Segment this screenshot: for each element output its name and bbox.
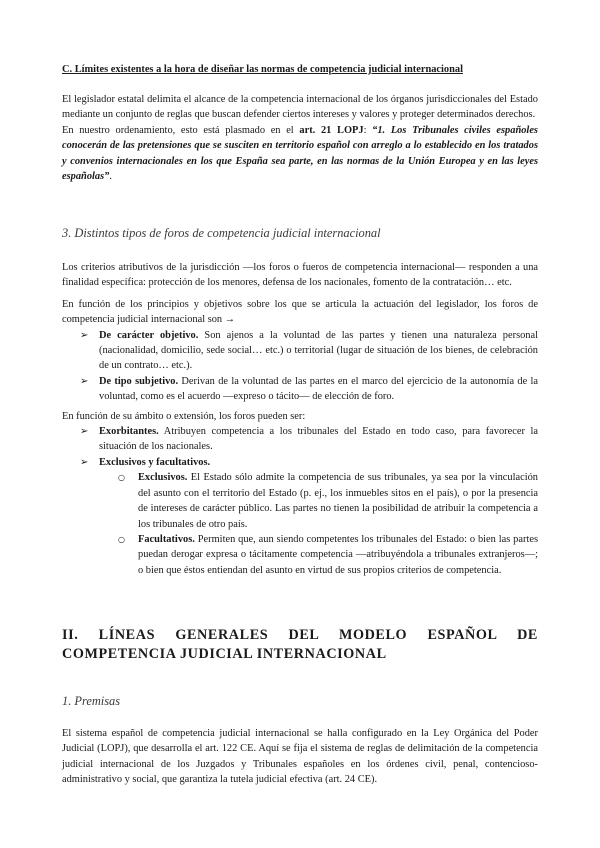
list-item (62, 328, 538, 374)
text-run: : (363, 124, 373, 136)
list-item (62, 455, 538, 470)
section-3-paragraph-3: En función de su ámbito o extensión, los foros pueden ser: (62, 410, 306, 422)
arrow-bullet-icon: ➢ (80, 375, 89, 387)
sub-list-item (62, 470, 538, 532)
circle-bullet-icon: ○ (118, 473, 125, 483)
list-item (62, 424, 538, 455)
section-ii-paragraph-1: El sistema español de competencia judicial internacional se halla configurado en la Ley Orgánica del Poder Judicial (LOPJ), que desarrolla el art. 122 CE. Aquí se fija el sistema de reglas de delimitación de la competencia judicial internacional de los Juzgados y Tribunales españoles en los órdenes civil, penal, contencioso-administrativo y social, que garantiza la tutela judicial efectiva (art. 24 CE). (62, 728, 538, 786)
section-ii-subheading-block (62, 694, 538, 709)
item-label: Exorbitantes. (99, 426, 159, 438)
section-ii-heading-block (62, 626, 538, 664)
list-item (62, 374, 538, 405)
item-text: Permiten que, aun siendo competentes los tribunales del Estado: o bien las partes puedan derogar expresa o tácitamente competencia —atribuyéndola a tribunales extranjeros—; o bien que éstos entiendan del asunto en virtud de sus propios criterios de competencia. (138, 533, 538, 576)
item-text: Derivan de la voluntad de las partes en el marco del ejercicio de la autonomía de la voluntad, como es el acuerdo —expreso o tácito— de elección de foro. (99, 375, 539, 403)
section-ii-subheading: 1. Premisas (62, 694, 121, 708)
section-3-paragraph-2: En función de los principios y objetivos sobre los que se articula la actuación del legislador, los foros de competencia judicial internacional son → (62, 298, 538, 326)
item-text: El Estado sólo admite la competencia de sus tribunales, ya sea por la vinculación del asunto con el territorio del Estado (p. ej., los inmuebles sitos en el país), o por la presencia de intereses de carácter público. Las partes no tienen la posibilidad de atribuir la competencia a los tribunales de otro país. (138, 472, 538, 530)
item-label: Exclusivos y facultativos. (99, 456, 211, 468)
item-label: Exclusivos. (138, 472, 188, 484)
arrow-bullet-icon: ➢ (80, 329, 89, 341)
section-c-heading-block (62, 62, 538, 77)
section-c-heading: C. Límites existentes a la hora de diseñar las normas de competencia judicial internacional (62, 64, 463, 75)
section-c-paragraph-2 (62, 123, 538, 185)
sub-list-item (62, 532, 538, 578)
section-ii-body (62, 726, 538, 788)
section-3-paragraph-1: Los criterios atributivos de la jurisdicción —los foros o fueros de competencia internacional— responden a una finalidad específica: protección de los menores, defensa de los nacionales, fomento de la contratación… etc. (62, 262, 538, 289)
article-reference: art. 21 LOPJ (299, 124, 364, 136)
arrow-bullet-icon: ➢ (80, 426, 89, 438)
section-ii-heading: II. LÍNEAS GENERALES DEL MODELO ESPAÑOL DE COMPETENCIA JUDICIAL INTERNACIONAL (62, 627, 538, 662)
section-3-body (62, 260, 538, 578)
item-text: Atribuyen competencia a los tribunales del Estado en todo caso, para favorecer la situación de los nacionales. (99, 426, 538, 453)
text-run: En nuestro ordenamiento, esto está plasmado en el (62, 124, 300, 136)
item-text: Son ajenos a la voluntad de las partes y tienen una naturaleza personal (nacionalidad, domicilio, sede social… etc.) o territorial (lugar de situación de los bienes, de celebración de un contrato… etc.). (99, 329, 538, 372)
arrow-bullet-icon: ➢ (80, 456, 89, 468)
section-c-body (62, 92, 538, 184)
law-quote: “1. Los Tribunales civiles españoles conocerán de las pretensiones que se susciten en territorio español con arreglo a lo establecido en los tratados y convenios internacionales en los que España sea parte, en las normas de la Unión Europea y en las leyes españolas” (62, 124, 538, 183)
item-label: De tipo subjetivo. (99, 375, 179, 387)
circle-bullet-icon: ○ (118, 534, 125, 544)
section-3-heading-block (62, 226, 538, 241)
item-label: De carácter objetivo. (99, 329, 199, 341)
text-run: . (109, 171, 112, 183)
section-c-paragraph-1: El legislador estatal delimita el alcance de la competencia internacional de los órganos jurisdiccionales del Estado mediante un conjunto de reglas que buscan defender ciertos intereses y valores y proteger determinados derechos. (62, 94, 538, 121)
section-3-heading: 3. Distintos tipos de foros de competencia judicial internacional (62, 226, 381, 240)
item-label: Facultativos. (138, 533, 195, 545)
